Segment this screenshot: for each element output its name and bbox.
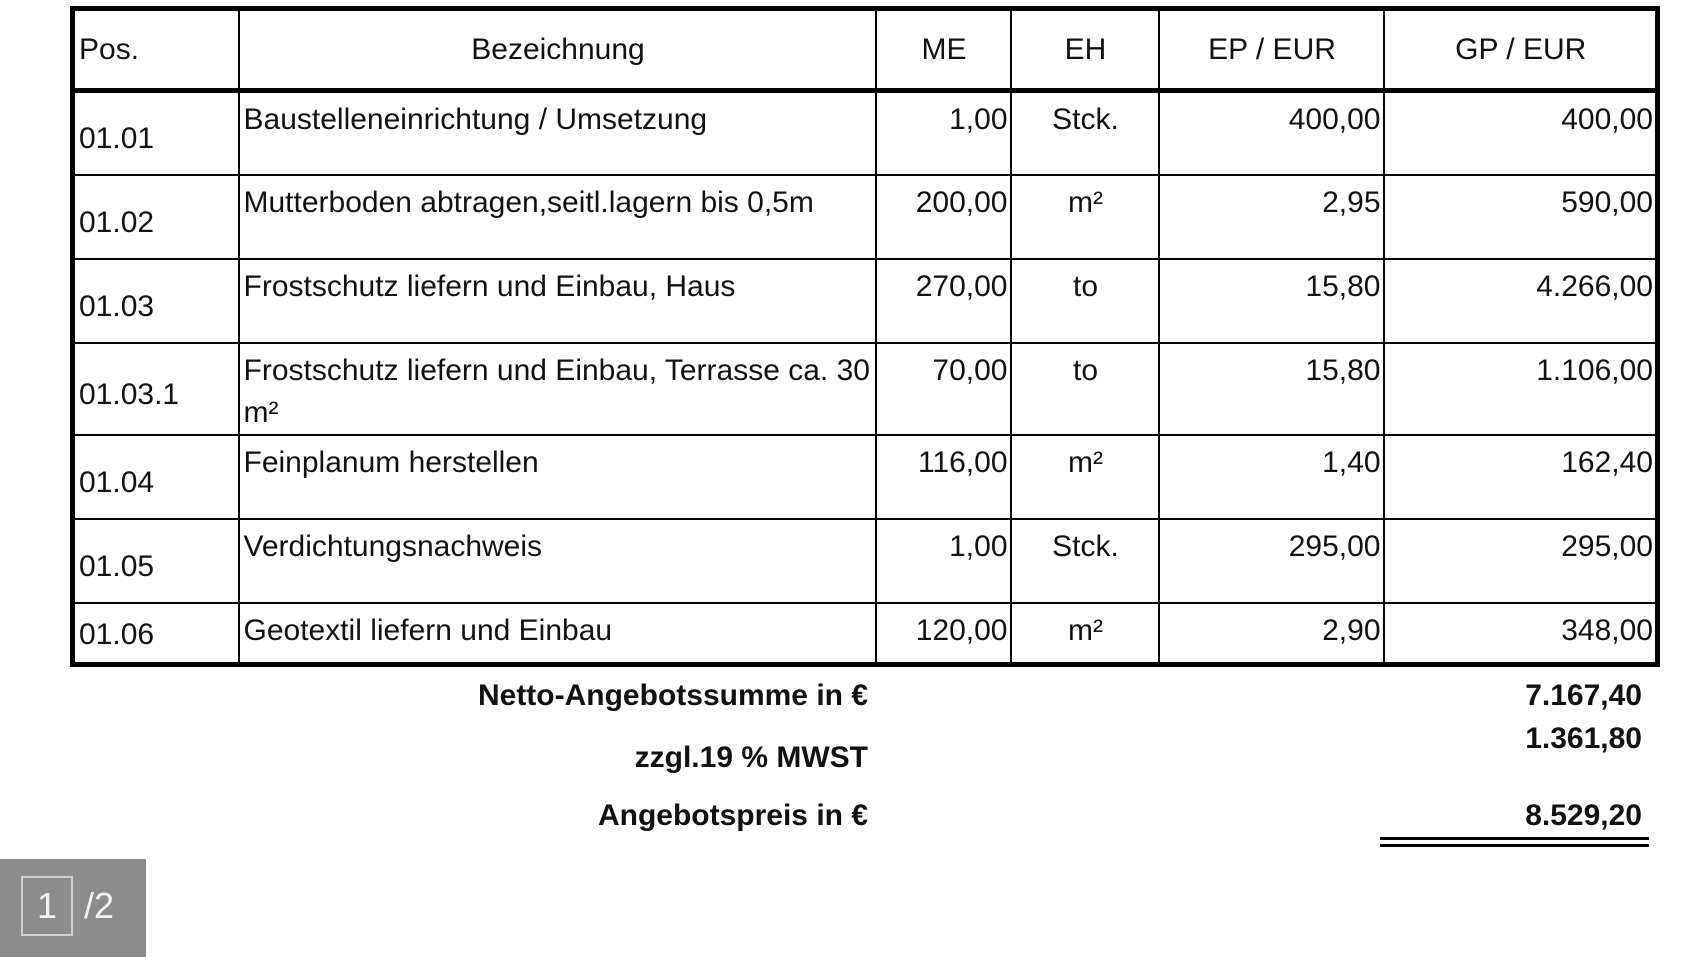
cell-total-price: 162,40 bbox=[1384, 435, 1658, 519]
header-total-price: GP / EUR bbox=[1384, 9, 1658, 91]
cell-unit: Stck. bbox=[1011, 519, 1159, 603]
cell-unit-price: 15,80 bbox=[1159, 259, 1384, 343]
cell-quantity: 120,00 bbox=[876, 603, 1011, 665]
cell-total-price: 400,00 bbox=[1384, 91, 1658, 175]
cell-description: Feinplanum herstellen bbox=[239, 435, 876, 519]
cell-unit: Stck. bbox=[1011, 91, 1159, 175]
table-row bbox=[73, 343, 1658, 435]
cell-quantity: 1,00 bbox=[876, 519, 1011, 603]
offer-price-label: Angebotspreis in € bbox=[597, 799, 868, 832]
cell-quantity: 1,00 bbox=[876, 91, 1011, 175]
table-row bbox=[73, 519, 1658, 603]
cell-pos: 01.03 bbox=[73, 259, 239, 343]
table-header-row bbox=[73, 9, 1658, 91]
cell-description: Frostschutz liefern und Einbau, Terrasse ca. 30 m² bbox=[239, 343, 876, 435]
table-row bbox=[73, 175, 1658, 259]
cell-total-price: 1.106,00 bbox=[1384, 343, 1658, 435]
header-unit-price: EP / EUR bbox=[1159, 9, 1384, 91]
cell-unit: m² bbox=[1011, 603, 1159, 665]
offer-price-value: 8.529,20 bbox=[1525, 799, 1642, 832]
cell-unit-price: 1,40 bbox=[1159, 435, 1384, 519]
cell-unit-price: 2,90 bbox=[1159, 603, 1384, 665]
cell-pos: 01.05 bbox=[73, 519, 239, 603]
cell-description: Mutterboden abtragen,seitl.lagern bis 0,5m bbox=[239, 175, 876, 259]
cell-unit-price: 2,95 bbox=[1159, 175, 1384, 259]
table-row bbox=[73, 91, 1658, 175]
vat-label: zzgl.19 % MWST bbox=[634, 741, 868, 774]
cell-total-price: 295,00 bbox=[1384, 519, 1658, 603]
page-indicator bbox=[0, 859, 146, 957]
cell-pos: 01.01 bbox=[73, 91, 239, 175]
cell-description: Frostschutz liefern und Einbau, Haus bbox=[239, 259, 876, 343]
header-quantity: ME bbox=[876, 9, 1011, 91]
header-description: Bezeichnung bbox=[239, 9, 876, 91]
total-double-underline bbox=[1380, 837, 1649, 847]
cell-quantity: 270,00 bbox=[876, 259, 1011, 343]
cell-quantity: 116,00 bbox=[876, 435, 1011, 519]
net-sum-label: Netto-Angebotssumme in € bbox=[477, 679, 868, 712]
cell-unit: m² bbox=[1011, 175, 1159, 259]
cell-description: Baustelleneinrichtung / Umsetzung bbox=[239, 91, 876, 175]
cell-pos: 01.03.1 bbox=[73, 343, 239, 435]
cell-total-price: 590,00 bbox=[1384, 175, 1658, 259]
header-unit: EH bbox=[1011, 9, 1159, 91]
cell-pos: 01.02 bbox=[73, 175, 239, 259]
table-row bbox=[73, 603, 1658, 665]
cell-unit-price: 295,00 bbox=[1159, 519, 1384, 603]
total-pages-label: /2 bbox=[84, 885, 115, 926]
table-row bbox=[73, 259, 1658, 343]
cell-quantity: 70,00 bbox=[876, 343, 1011, 435]
current-page-field[interactable]: 1 bbox=[21, 876, 73, 936]
cell-pos: 01.06 bbox=[73, 603, 239, 665]
cell-total-price: 4.266,00 bbox=[1384, 259, 1658, 343]
cell-unit-price: 15,80 bbox=[1159, 343, 1384, 435]
net-sum-value: 7.167,40 bbox=[1525, 679, 1642, 712]
cell-total-price: 348,00 bbox=[1384, 603, 1658, 665]
cell-quantity: 200,00 bbox=[876, 175, 1011, 259]
offer-table bbox=[70, 6, 1660, 667]
cell-pos: 01.04 bbox=[73, 435, 239, 519]
cell-unit: m² bbox=[1011, 435, 1159, 519]
cell-description: Geotextil liefern und Einbau bbox=[239, 603, 876, 665]
cell-unit: to bbox=[1011, 343, 1159, 435]
vat-value: 1.361,80 bbox=[1525, 722, 1642, 755]
table-row bbox=[73, 435, 1658, 519]
cell-unit-price: 400,00 bbox=[1159, 91, 1384, 175]
cell-description: Verdichtungsnachweis bbox=[239, 519, 876, 603]
header-pos: Pos. bbox=[73, 9, 239, 91]
cell-unit: to bbox=[1011, 259, 1159, 343]
